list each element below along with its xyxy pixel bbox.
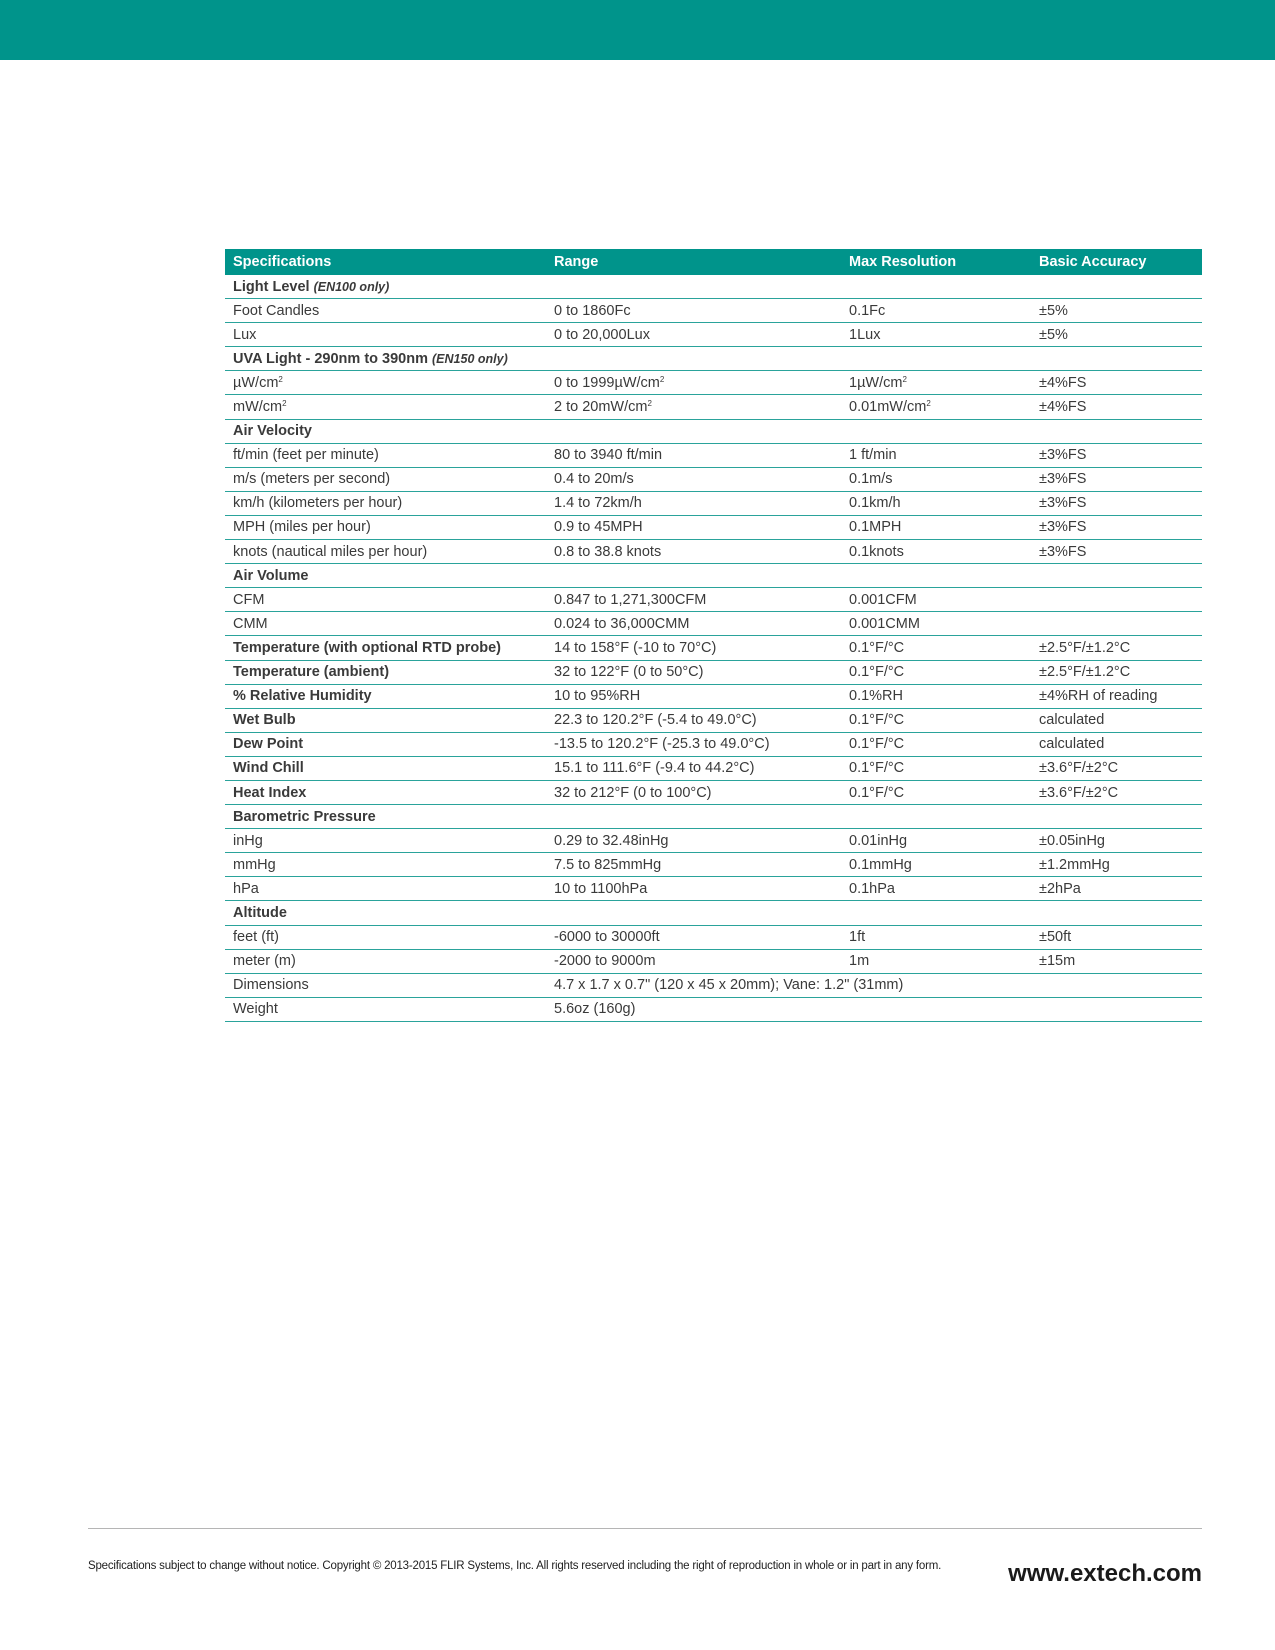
header-range: Range xyxy=(546,249,841,275)
accuracy-text: ±3%FS xyxy=(1039,519,1087,536)
spec-label-text: hPa xyxy=(233,880,259,897)
spec-label-text: Temperature (ambient) xyxy=(233,664,390,681)
accuracy-cell xyxy=(1031,732,1202,756)
table-row xyxy=(225,756,1202,780)
resolution-text: 0.1°F/°C xyxy=(849,760,905,777)
resolution-text: 1µW/cm xyxy=(849,374,903,391)
accuracy-text: ±5% xyxy=(1039,302,1068,319)
spec-label-text: Wind Chill xyxy=(233,760,304,777)
range-cell xyxy=(546,708,841,732)
spec-label xyxy=(225,612,546,636)
range-text: -2000 to 9000m xyxy=(554,953,656,970)
spec-label xyxy=(225,756,546,780)
section-label xyxy=(225,805,1202,829)
accuracy-cell xyxy=(1031,829,1202,853)
resolution-text: 0.01mW/cm xyxy=(849,399,927,416)
spec-value-text: 4.7 x 1.7 x 0.7" (120 x 45 x 20mm); Vane: 1.2" (31mm) xyxy=(554,977,904,994)
range-cell xyxy=(546,395,841,419)
table-row xyxy=(225,732,1202,756)
header-specifications: Specifications xyxy=(225,249,546,275)
resolution-cell xyxy=(841,612,1031,636)
section-label-text: Air Velocity xyxy=(233,423,312,440)
resolution-superscript: 2 xyxy=(926,399,931,409)
spec-label-text: µW/cm xyxy=(233,374,279,391)
spec-label xyxy=(225,780,546,804)
range-cell xyxy=(546,467,841,491)
range-superscript: 2 xyxy=(659,374,665,384)
range-text: 0 to 1999µW/cm xyxy=(554,374,660,391)
table-row xyxy=(225,636,1202,660)
accuracy-text: ±3%FS xyxy=(1039,471,1087,488)
spec-label-text: Heat Index xyxy=(233,784,307,801)
section-label xyxy=(225,901,1202,925)
range-cell xyxy=(546,660,841,684)
resolution-text: 0.001CMM xyxy=(849,615,920,632)
spec-label-text: Wet Bulb xyxy=(233,712,296,729)
range-text: 15.1 to 111.6°F (-9.4 to 44.2°C) xyxy=(554,760,755,777)
table-row xyxy=(225,588,1202,612)
resolution-cell xyxy=(841,515,1031,539)
accuracy-text: calculated xyxy=(1039,736,1105,753)
spec-label xyxy=(225,323,546,347)
range-text: 22.3 to 120.2°F (-5.4 to 49.0°C) xyxy=(554,712,757,729)
spec-label xyxy=(225,925,546,949)
accuracy-text: ±3%FS xyxy=(1039,447,1087,464)
resolution-cell xyxy=(841,877,1031,901)
range-cell xyxy=(546,780,841,804)
resolution-text: 0.1°F/°C xyxy=(849,712,905,729)
spec-label xyxy=(225,540,546,564)
resolution-text: 0.1%RH xyxy=(849,688,903,705)
resolution-cell xyxy=(841,853,1031,877)
accuracy-text: ±3%FS xyxy=(1039,495,1087,512)
range-text: 0 to 20,000Lux xyxy=(554,326,650,343)
resolution-text: 0.1hPa xyxy=(849,880,895,897)
range-text: 7.5 to 825mmHg xyxy=(554,856,662,873)
table-body xyxy=(225,275,1202,1021)
range-text: 0.8 to 38.8 knots xyxy=(554,543,662,560)
range-text: 1.4 to 72km/h xyxy=(554,495,642,512)
accuracy-cell xyxy=(1031,708,1202,732)
spec-label-text: MPH (miles per hour) xyxy=(233,519,371,536)
range-text: 0 to 1860Fc xyxy=(554,302,631,319)
resolution-cell xyxy=(841,949,1031,973)
range-cell xyxy=(546,925,841,949)
accuracy-text: ±4%FS xyxy=(1039,374,1087,391)
range-superscript: 2 xyxy=(647,399,652,409)
range-text: 14 to 158°F (-10 to 70°C) xyxy=(554,639,717,656)
spec-label-text: CMM xyxy=(233,615,268,632)
table-row xyxy=(225,901,1202,925)
range-text: 10 to 95%RH xyxy=(554,688,641,705)
spec-label-text: knots (nautical miles per hour) xyxy=(233,543,428,560)
spec-label xyxy=(225,949,546,973)
spec-label xyxy=(225,973,546,997)
spec-label xyxy=(225,467,546,491)
spec-value-text: 5.6oz (160g) xyxy=(554,1001,636,1018)
accuracy-cell xyxy=(1031,756,1202,780)
accuracy-cell xyxy=(1031,371,1202,395)
resolution-cell xyxy=(841,636,1031,660)
resolution-text: 1m xyxy=(849,953,870,970)
range-cell xyxy=(546,588,841,612)
accuracy-text: calculated xyxy=(1039,712,1105,729)
accuracy-text: ±2.5°F/±1.2°C xyxy=(1039,664,1131,681)
table-row xyxy=(225,949,1202,973)
table-row xyxy=(225,805,1202,829)
resolution-text: 0.1Fc xyxy=(849,302,886,319)
header-max-resolution: Max Resolution xyxy=(841,249,1031,275)
spec-label-text: km/h (kilometers per hour) xyxy=(233,495,403,512)
spec-label xyxy=(225,684,546,708)
range-cell xyxy=(546,732,841,756)
resolution-text: 0.1knots xyxy=(849,543,904,560)
spec-label-text: Dew Point xyxy=(233,736,304,753)
accuracy-text: ±3.6°F/±2°C xyxy=(1039,760,1119,777)
resolution-text: 0.1°F/°C xyxy=(849,736,905,753)
spec-label-text: % Relative Humidity xyxy=(233,688,372,705)
range-cell xyxy=(546,853,841,877)
spec-label xyxy=(225,660,546,684)
spec-label xyxy=(225,877,546,901)
resolution-cell xyxy=(841,371,1031,395)
table-row xyxy=(225,829,1202,853)
table-row xyxy=(225,347,1202,371)
resolution-cell xyxy=(841,443,1031,467)
resolution-cell xyxy=(841,660,1031,684)
resolution-cell xyxy=(841,299,1031,323)
spec-label xyxy=(225,588,546,612)
range-cell xyxy=(546,515,841,539)
resolution-text: 0.1°F/°C xyxy=(849,784,905,801)
accuracy-text: ±1.2mmHg xyxy=(1039,856,1110,873)
resolution-text: 0.1m/s xyxy=(849,471,893,488)
spec-label xyxy=(225,299,546,323)
spec-label-text: Lux xyxy=(233,326,257,343)
accuracy-cell xyxy=(1031,853,1202,877)
specifications-table xyxy=(225,249,1202,1022)
table-row xyxy=(225,299,1202,323)
resolution-text: 0.1mmHg xyxy=(849,856,912,873)
spec-label-superscript: 2 xyxy=(282,399,287,409)
accuracy-text: ±4%RH of reading xyxy=(1039,688,1158,705)
footer-website[interactable]: www.extech.com xyxy=(1008,1560,1202,1587)
range-text: 2 to 20mW/cm xyxy=(554,399,648,416)
resolution-cell xyxy=(841,925,1031,949)
range-text: 0.9 to 45MPH xyxy=(554,519,643,536)
spec-label xyxy=(225,636,546,660)
accuracy-cell xyxy=(1031,925,1202,949)
accuracy-text: ±2.5°F/±1.2°C xyxy=(1039,639,1131,656)
range-text: 0.847 to 1,271,300CFM xyxy=(554,591,707,608)
accuracy-text: ±5% xyxy=(1039,326,1068,343)
table-row xyxy=(225,419,1202,443)
table-row xyxy=(225,708,1202,732)
range-text: 10 to 1100hPa xyxy=(554,880,648,897)
spec-label-text: mW/cm xyxy=(233,399,283,416)
spec-label-text: CFM xyxy=(233,591,265,608)
table-row xyxy=(225,443,1202,467)
spec-label xyxy=(225,829,546,853)
resolution-cell xyxy=(841,684,1031,708)
table-row xyxy=(225,564,1202,588)
spec-label-text: Dimensions xyxy=(233,977,309,994)
accuracy-cell xyxy=(1031,949,1202,973)
range-text: 0.29 to 32.48inHg xyxy=(554,832,669,849)
spec-label-text: m/s (meters per second) xyxy=(233,471,391,488)
range-cell xyxy=(546,949,841,973)
range-text: 32 to 122°F (0 to 50°C) xyxy=(554,664,704,681)
accuracy-cell xyxy=(1031,540,1202,564)
resolution-cell xyxy=(841,395,1031,419)
spec-label xyxy=(225,395,546,419)
resolution-text: 0.1MPH xyxy=(849,519,902,536)
accuracy-cell xyxy=(1031,684,1202,708)
accuracy-cell xyxy=(1031,588,1202,612)
accuracy-cell xyxy=(1031,443,1202,467)
section-label-text: Barometric Pressure xyxy=(233,808,376,825)
header-basic-accuracy: Basic Accuracy xyxy=(1031,249,1202,275)
footer-disclaimer: Specifications subject to change without notice. Copyright © 2013-2015 FLIR Systems, Inc. All rights reserved including the right of reproduction in whole or in part in any form. xyxy=(88,1560,942,1572)
range-cell xyxy=(546,612,841,636)
resolution-cell xyxy=(841,491,1031,515)
range-cell xyxy=(546,491,841,515)
range-text: -13.5 to 120.2°F (-25.3 to 49.0°C) xyxy=(554,736,770,753)
accuracy-text: ±15m xyxy=(1039,953,1076,970)
accuracy-cell xyxy=(1031,612,1202,636)
table-row xyxy=(225,853,1202,877)
accuracy-cell xyxy=(1031,515,1202,539)
range-cell xyxy=(546,684,841,708)
table-row xyxy=(225,997,1202,1021)
resolution-text: 0.001CFM xyxy=(849,591,917,608)
spec-label-text: Temperature (with optional RTD probe) xyxy=(233,639,501,656)
accuracy-text: ±0.05inHg xyxy=(1039,832,1106,849)
accuracy-cell xyxy=(1031,491,1202,515)
spec-value xyxy=(546,997,1202,1021)
range-text: -6000 to 30000ft xyxy=(554,929,660,946)
table-header-row xyxy=(225,249,1202,275)
accuracy-text: ±3%FS xyxy=(1039,543,1087,560)
resolution-text: 1ft xyxy=(849,929,866,946)
section-label-text: Light Level xyxy=(233,278,310,295)
resolution-text: 1Lux xyxy=(849,326,881,343)
spec-label-text: meter (m) xyxy=(233,953,296,970)
accuracy-cell xyxy=(1031,877,1202,901)
accuracy-cell xyxy=(1031,299,1202,323)
section-label xyxy=(225,347,1202,371)
spec-label xyxy=(225,997,546,1021)
section-note: (EN150 only) xyxy=(432,351,508,366)
spec-label xyxy=(225,708,546,732)
header-band xyxy=(0,0,1275,60)
footer-divider xyxy=(88,1528,1202,1529)
table-row xyxy=(225,515,1202,539)
accuracy-cell xyxy=(1031,323,1202,347)
range-text: 0.4 to 20m/s xyxy=(554,471,634,488)
resolution-text: 1 ft/min xyxy=(849,447,897,464)
accuracy-text: ±2hPa xyxy=(1039,880,1081,897)
spec-label-text: Weight xyxy=(233,1001,278,1018)
table-row xyxy=(225,491,1202,515)
resolution-cell xyxy=(841,732,1031,756)
resolution-cell xyxy=(841,467,1031,491)
table-row xyxy=(225,371,1202,395)
table-row xyxy=(225,612,1202,636)
section-label-text: Altitude xyxy=(233,904,287,921)
spec-value xyxy=(546,973,1202,997)
accuracy-cell xyxy=(1031,780,1202,804)
accuracy-text: ±50ft xyxy=(1039,929,1072,946)
spec-label-text: inHg xyxy=(233,832,263,849)
range-cell xyxy=(546,540,841,564)
spec-label xyxy=(225,853,546,877)
spec-label xyxy=(225,732,546,756)
resolution-text: 0.01inHg xyxy=(849,832,908,849)
section-label xyxy=(225,419,1202,443)
section-label-text: Air Volume xyxy=(233,567,309,584)
resolution-cell xyxy=(841,829,1031,853)
section-label-text: UVA Light - 290nm to 390nm xyxy=(233,350,428,367)
range-text: 32 to 212°F (0 to 100°C) xyxy=(554,784,712,801)
resolution-text: 0.1°F/°C xyxy=(849,664,905,681)
spec-label-text: mmHg xyxy=(233,856,276,873)
section-note: (EN100 only) xyxy=(313,279,390,294)
table-row xyxy=(225,660,1202,684)
spec-label xyxy=(225,443,546,467)
resolution-cell xyxy=(841,756,1031,780)
table-row xyxy=(225,877,1202,901)
table-row xyxy=(225,780,1202,804)
resolution-cell xyxy=(841,323,1031,347)
resolution-text: 0.1km/h xyxy=(849,495,901,512)
accuracy-text: ±3.6°F/±2°C xyxy=(1039,784,1119,801)
spec-label-superscript: 2 xyxy=(278,374,283,384)
range-cell xyxy=(546,877,841,901)
range-cell xyxy=(546,443,841,467)
resolution-cell xyxy=(841,708,1031,732)
section-label xyxy=(225,564,1202,588)
accuracy-cell xyxy=(1031,395,1202,419)
section-label xyxy=(225,275,1202,299)
range-cell xyxy=(546,829,841,853)
resolution-superscript: 2 xyxy=(902,374,907,384)
spec-label-text: Foot Candles xyxy=(233,302,320,319)
range-text: 80 to 3940 ft/min xyxy=(554,447,663,464)
range-cell xyxy=(546,371,841,395)
spec-label-text: feet (ft) xyxy=(233,929,279,946)
resolution-cell xyxy=(841,588,1031,612)
table-row xyxy=(225,467,1202,491)
spec-label-text: ft/min (feet per minute) xyxy=(233,447,379,464)
resolution-text: 0.1°F/°C xyxy=(849,639,905,656)
accuracy-cell xyxy=(1031,636,1202,660)
table-row xyxy=(225,540,1202,564)
table-row xyxy=(225,925,1202,949)
accuracy-cell xyxy=(1031,467,1202,491)
range-cell xyxy=(546,756,841,780)
range-cell xyxy=(546,323,841,347)
range-text: 0.024 to 36,000CMM xyxy=(554,615,690,632)
resolution-cell xyxy=(841,780,1031,804)
spec-label xyxy=(225,491,546,515)
table-row xyxy=(225,973,1202,997)
table-row xyxy=(225,395,1202,419)
table-row xyxy=(225,323,1202,347)
accuracy-text: ±4%FS xyxy=(1039,399,1087,416)
table-row xyxy=(225,684,1202,708)
range-cell xyxy=(546,636,841,660)
resolution-cell xyxy=(841,540,1031,564)
accuracy-cell xyxy=(1031,660,1202,684)
spec-label xyxy=(225,371,546,395)
range-cell xyxy=(546,299,841,323)
spec-label xyxy=(225,515,546,539)
table-row xyxy=(225,275,1202,299)
